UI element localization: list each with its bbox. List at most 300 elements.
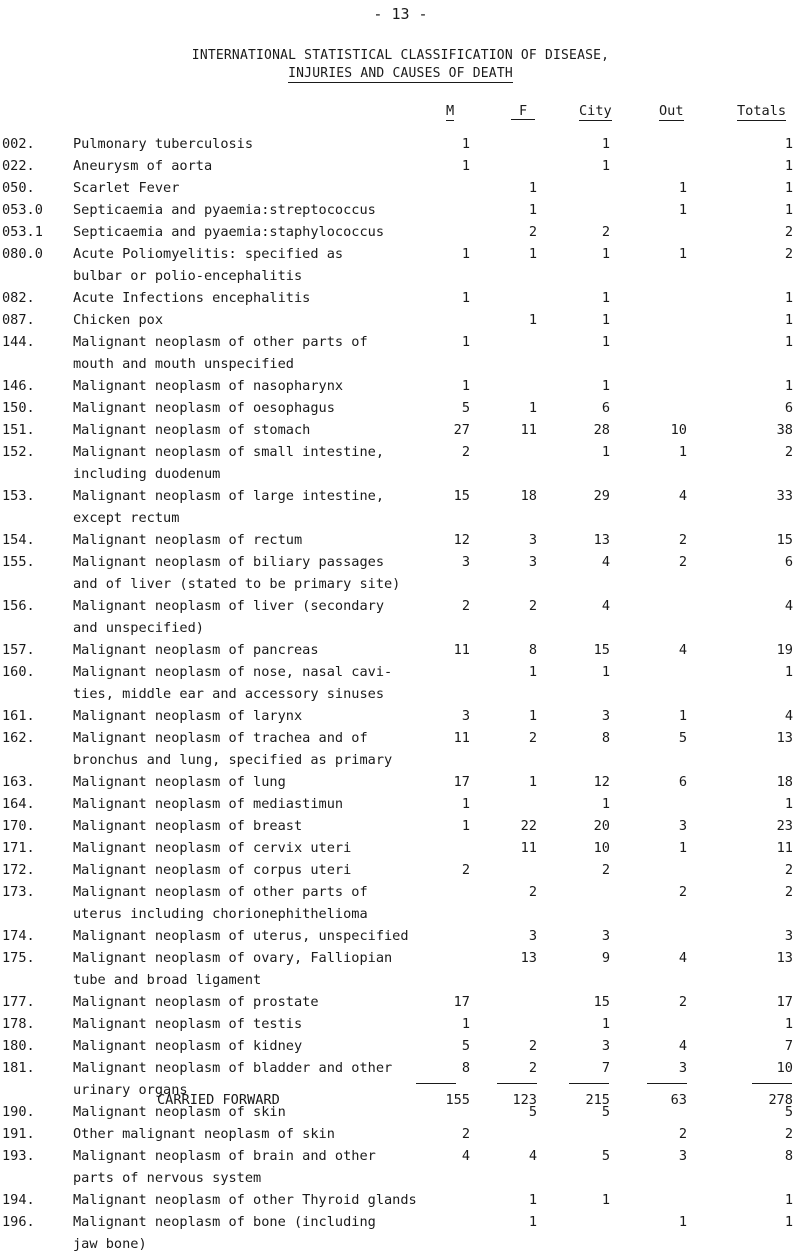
disease-description: Malignant neoplasm of liver (secondary [73, 598, 384, 614]
count-m: 12 [453, 532, 470, 548]
count-city: 1 [601, 1192, 610, 1208]
count-city: 6 [601, 400, 610, 416]
disease-description: Malignant neoplasm of bone (including [73, 1214, 376, 1230]
count-total: 1 [784, 136, 793, 152]
count-city: 1 [601, 378, 610, 394]
count-city: 3 [601, 928, 610, 944]
disease-code: 163. [2, 774, 35, 790]
disease-code: 156. [2, 598, 35, 614]
count-total: 1 [784, 796, 793, 812]
disease-code: 164. [2, 796, 35, 812]
table-row [0, 1211, 801, 1255]
carried-forward-label: CARRIED FORWARD [157, 1092, 280, 1108]
count-total: 1 [784, 334, 793, 350]
document-title: INTERNATIONAL STATISTICAL CLASSIFICATION OF DISEASE, [191, 48, 610, 63]
table-row [0, 177, 801, 199]
disease-description: bronchus and lung, specified as primary [73, 752, 393, 768]
disease-code: 022. [2, 158, 35, 174]
disease-code: 152. [2, 444, 35, 460]
count-m: 1 [461, 1016, 470, 1032]
count-total: 1 [784, 1192, 793, 1208]
count-out: 2 [678, 532, 687, 548]
row-line [0, 485, 801, 507]
column-header-totals-label: Totals [737, 103, 787, 119]
count-f: 1 [528, 774, 537, 790]
row-line [0, 815, 801, 837]
row-line [0, 551, 801, 573]
column-header-f [511, 103, 535, 120]
count-total: 2 [784, 862, 793, 878]
total-rule-m [416, 1083, 456, 1084]
disease-code: 150. [2, 400, 35, 416]
table-row [0, 947, 801, 991]
count-f: 8 [528, 642, 537, 658]
count-m: 3 [461, 554, 470, 570]
disease-code: 181. [2, 1060, 35, 1076]
disease-description: Malignant neoplasm of oesophagus [73, 400, 335, 416]
table-row [0, 529, 801, 551]
disease-description: and of liver (stated to be primary site) [73, 576, 401, 592]
disease-description: Scarlet Fever [73, 180, 180, 196]
table-row [0, 221, 801, 243]
disease-description: Malignant neoplasm of uterus, unspecified [73, 928, 409, 944]
count-f: 3 [528, 554, 537, 570]
count-f: 3 [528, 928, 537, 944]
count-city: 7 [601, 1060, 610, 1076]
row-continuation-line [0, 507, 801, 529]
disease-description: Malignant neoplasm of large intestine, [73, 488, 384, 504]
table-row [0, 155, 801, 177]
count-city: 15 [593, 994, 610, 1010]
disease-code: 153. [2, 488, 35, 504]
row-line [0, 1189, 801, 1211]
disease-code: 144. [2, 334, 35, 350]
row-line [0, 375, 801, 397]
count-out: 4 [678, 1038, 687, 1054]
disease-description: Malignant neoplasm of kidney [73, 1038, 303, 1054]
count-f: 5 [528, 1104, 537, 1120]
count-total: 2 [784, 224, 793, 240]
row-continuation-line [0, 969, 801, 991]
count-total: 13 [776, 730, 793, 746]
disease-code: 161. [2, 708, 35, 724]
count-m: 2 [461, 598, 470, 614]
count-city: 1 [601, 136, 610, 152]
count-m: 11 [453, 642, 470, 658]
carried-forward-m: 155 [445, 1092, 470, 1108]
count-out: 1 [678, 444, 687, 460]
count-m: 1 [461, 290, 470, 306]
count-city: 4 [601, 554, 610, 570]
count-city: 3 [601, 1038, 610, 1054]
disease-description: Aneurysm of aorta [73, 158, 213, 174]
count-total: 17 [776, 994, 793, 1010]
table-row [0, 859, 801, 881]
row-line [0, 837, 801, 859]
count-out: 2 [678, 1126, 687, 1142]
count-city: 2 [601, 224, 610, 240]
count-city: 28 [593, 422, 610, 438]
count-city: 1 [601, 796, 610, 812]
count-city: 3 [601, 708, 610, 724]
count-f: 22 [520, 818, 537, 834]
count-f: 1 [528, 400, 537, 416]
count-city: 1 [601, 334, 610, 350]
carried-forward-row [0, 1089, 801, 1111]
count-out: 1 [678, 180, 687, 196]
disease-description: Malignant neoplasm of biliary passages [73, 554, 384, 570]
count-m: 11 [453, 730, 470, 746]
row-line [0, 661, 801, 683]
count-city: 10 [593, 840, 610, 856]
row-line [0, 881, 801, 903]
count-out: 2 [678, 554, 687, 570]
count-out: 10 [670, 422, 687, 438]
disease-code: 178. [2, 1016, 35, 1032]
count-m: 2 [461, 444, 470, 460]
count-out: 4 [678, 950, 687, 966]
row-line [0, 1123, 801, 1145]
count-total: 19 [776, 642, 793, 658]
column-header-m [446, 103, 454, 121]
row-continuation-line [0, 903, 801, 925]
count-city: 5 [601, 1148, 610, 1164]
count-city: 1 [601, 312, 610, 328]
table-row [0, 441, 801, 485]
column-header-totals [737, 103, 786, 121]
count-f: 2 [528, 1060, 537, 1076]
row-line [0, 947, 801, 969]
disease-code: 190. [2, 1104, 35, 1120]
disease-description: Malignant neoplasm of trachea and of [73, 730, 368, 746]
disease-description: Malignant neoplasm of bladder and other [73, 1060, 393, 1076]
count-total: 7 [784, 1038, 793, 1054]
column-header-out-label: Out [659, 103, 684, 119]
count-f: 1 [528, 1214, 537, 1230]
count-out: 3 [678, 1060, 687, 1076]
count-city: 1 [601, 664, 610, 680]
count-m: 1 [461, 818, 470, 834]
count-f: 3 [528, 532, 537, 548]
disease-description: Malignant neoplasm of nasopharynx [73, 378, 344, 394]
row-line [0, 309, 801, 331]
count-city: 1 [601, 158, 610, 174]
count-out: 3 [678, 1148, 687, 1164]
disease-code: 157. [2, 642, 35, 658]
total-rule-city [569, 1083, 609, 1084]
count-m: 3 [461, 708, 470, 724]
table-row [0, 661, 801, 705]
table-row [0, 793, 801, 815]
disease-description: Septicaemia and pyaemia:streptococcus [73, 202, 376, 218]
count-total: 11 [776, 840, 793, 856]
disease-description: Malignant neoplasm of stomach [73, 422, 311, 438]
count-out: 2 [678, 994, 687, 1010]
table-row [0, 639, 801, 661]
row-line [0, 1013, 801, 1035]
page-number: - 13 - [373, 5, 428, 23]
disease-code: 196. [2, 1214, 35, 1230]
count-f: 13 [520, 950, 537, 966]
count-out: 1 [678, 840, 687, 856]
disease-code: 162. [2, 730, 35, 746]
count-out: 1 [678, 246, 687, 262]
count-total: 3 [784, 928, 793, 944]
count-total: 1 [784, 180, 793, 196]
disease-code: 170. [2, 818, 35, 834]
count-total: 2 [784, 444, 793, 460]
count-f: 1 [528, 312, 537, 328]
count-total: 4 [784, 598, 793, 614]
count-f: 1 [528, 202, 537, 218]
count-m: 1 [461, 796, 470, 812]
count-m: 5 [461, 1038, 470, 1054]
count-f: 4 [528, 1148, 537, 1164]
table-row [0, 1035, 801, 1057]
row-line [0, 287, 801, 309]
disease-code: 193. [2, 1148, 35, 1164]
disease-description: Malignant neoplasm of breast [73, 818, 303, 834]
disease-description: Malignant neoplasm of prostate [73, 994, 319, 1010]
count-out: 5 [678, 730, 687, 746]
count-total: 38 [776, 422, 793, 438]
count-total: 1 [784, 158, 793, 174]
disease-description: Malignant neoplasm of skin [73, 1104, 286, 1120]
carried-forward-out: 63 [670, 1092, 687, 1108]
table-row [0, 1123, 801, 1145]
count-total: 1 [784, 202, 793, 218]
count-total: 6 [784, 400, 793, 416]
count-city: 1 [601, 246, 610, 262]
disease-code: 082. [2, 290, 35, 306]
count-city: 5 [601, 1104, 610, 1120]
disease-description: Malignant neoplasm of nose, nasal cavi- [73, 664, 393, 680]
table-row [0, 595, 801, 639]
count-total: 1 [784, 664, 793, 680]
table-row [0, 705, 801, 727]
table-row [0, 309, 801, 331]
count-f: 18 [520, 488, 537, 504]
disease-description: Malignant neoplasm of other parts of [73, 334, 368, 350]
disease-code: 171. [2, 840, 35, 856]
carried-forward-total: 278 [768, 1092, 793, 1108]
count-city: 8 [601, 730, 610, 746]
row-line [0, 639, 801, 661]
disease-code: 154. [2, 532, 35, 548]
count-m: 1 [461, 158, 470, 174]
count-m: 4 [461, 1148, 470, 1164]
count-m: 1 [461, 136, 470, 152]
table-row [0, 199, 801, 221]
disease-description: Malignant neoplasm of mediastimun [73, 796, 344, 812]
disease-description: Malignant neoplasm of larynx [73, 708, 303, 724]
count-total: 10 [776, 1060, 793, 1076]
disease-description: tube and broad ligament [73, 972, 262, 988]
disease-description: bulbar or polio-encephalitis [73, 268, 303, 284]
row-line [0, 1211, 801, 1233]
count-city: 4 [601, 598, 610, 614]
disease-code: 177. [2, 994, 35, 1010]
disease-description: Malignant neoplasm of testis [73, 1016, 303, 1032]
count-total: 33 [776, 488, 793, 504]
table-row [0, 485, 801, 529]
disease-description: Malignant neoplasm of pancreas [73, 642, 319, 658]
count-total: 4 [784, 708, 793, 724]
disease-code: 146. [2, 378, 35, 394]
row-line [0, 1145, 801, 1167]
document-subtitle [0, 66, 801, 81]
count-total: 18 [776, 774, 793, 790]
disease-description: Malignant neoplasm of other parts of [73, 884, 368, 900]
row-line [0, 1035, 801, 1057]
disease-description: parts of nervous system [73, 1170, 262, 1186]
count-total: 1 [784, 290, 793, 306]
count-m: 5 [461, 400, 470, 416]
row-line [0, 221, 801, 243]
count-out: 6 [678, 774, 687, 790]
row-line [0, 925, 801, 947]
row-continuation-line [0, 683, 801, 705]
row-line [0, 155, 801, 177]
row-line [0, 771, 801, 793]
row-line [0, 793, 801, 815]
disease-description: jaw bone) [73, 1236, 147, 1252]
count-out: 3 [678, 818, 687, 834]
count-total: 13 [776, 950, 793, 966]
total-rule-totals [752, 1083, 792, 1084]
count-city: 15 [593, 642, 610, 658]
carried-forward-f: 123 [512, 1092, 537, 1108]
disease-code: 087. [2, 312, 35, 328]
count-f: 1 [528, 1192, 537, 1208]
row-continuation-line [0, 749, 801, 771]
disease-description: and unspecified) [73, 620, 204, 636]
row-continuation-line [0, 353, 801, 375]
disease-description: Acute Poliomyelitis: specified as [73, 246, 344, 262]
row-continuation-line [0, 265, 801, 287]
count-f: 2 [528, 730, 537, 746]
count-total: 2 [784, 246, 793, 262]
count-f: 1 [528, 180, 537, 196]
count-city: 1 [601, 1016, 610, 1032]
row-line [0, 441, 801, 463]
disease-code: 174. [2, 928, 35, 944]
table-row [0, 331, 801, 375]
count-f: 1 [528, 246, 537, 262]
disease-table-body [0, 133, 801, 1255]
disease-description: urinary organs [73, 1082, 188, 1098]
count-total: 1 [784, 1214, 793, 1230]
table-row [0, 133, 801, 155]
table-row [0, 397, 801, 419]
table-row [0, 243, 801, 287]
count-total: 23 [776, 818, 793, 834]
column-header-city-label: City [579, 103, 612, 119]
count-m: 15 [453, 488, 470, 504]
disease-description: Malignant neoplasm of rectum [73, 532, 303, 548]
disease-code: 053.0 [2, 202, 43, 218]
column-header-city [579, 103, 612, 121]
count-f: 2 [528, 1038, 537, 1054]
count-city: 12 [593, 774, 610, 790]
row-line [0, 243, 801, 265]
disease-code: 175. [2, 950, 35, 966]
row-continuation-line [0, 463, 801, 485]
disease-code: 050. [2, 180, 35, 196]
disease-description: Malignant neoplasm of ovary, Falliopian [73, 950, 393, 966]
disease-code: 002. [2, 136, 35, 152]
disease-description: except rectum [73, 510, 180, 526]
count-f: 2 [528, 884, 537, 900]
count-out: 4 [678, 642, 687, 658]
count-city: 1 [601, 290, 610, 306]
table-row [0, 881, 801, 925]
disease-code: 173. [2, 884, 35, 900]
row-line [0, 859, 801, 881]
table-row [0, 925, 801, 947]
total-rule-f [497, 1083, 537, 1084]
count-m: 8 [461, 1060, 470, 1076]
total-rule-out [647, 1083, 687, 1084]
table-row [0, 727, 801, 771]
row-line [0, 133, 801, 155]
disease-code: 194. [2, 1192, 35, 1208]
row-line [0, 727, 801, 749]
count-f: 1 [528, 664, 537, 680]
count-m: 2 [461, 1126, 470, 1142]
count-f: 11 [520, 840, 537, 856]
disease-description: Malignant neoplasm of brain and other [73, 1148, 376, 1164]
count-out: 1 [678, 708, 687, 724]
table-row [0, 1145, 801, 1189]
row-line [0, 991, 801, 1013]
row-continuation-line [0, 573, 801, 595]
disease-code: 053.1 [2, 224, 43, 240]
count-city: 2 [601, 862, 610, 878]
disease-description: Pulmonary tuberculosis [73, 136, 254, 152]
column-header-f-label: F [511, 104, 535, 120]
row-line [0, 199, 801, 221]
disease-description: mouth and mouth unspecified [73, 356, 294, 372]
row-line [0, 177, 801, 199]
count-m: 27 [453, 422, 470, 438]
count-out: 2 [678, 884, 687, 900]
count-city: 13 [593, 532, 610, 548]
count-total: 1 [784, 378, 793, 394]
table-row [0, 837, 801, 859]
column-header-out [659, 103, 684, 121]
count-city: 20 [593, 818, 610, 834]
disease-description: uterus including chorionephithelioma [73, 906, 368, 922]
row-continuation-line [0, 617, 801, 639]
table-row [0, 991, 801, 1013]
disease-code: 191. [2, 1126, 35, 1142]
disease-code: 160. [2, 664, 35, 680]
count-city: 1 [601, 444, 610, 460]
disease-description: ties, middle ear and accessory sinuses [73, 686, 384, 702]
disease-description: Malignant neoplasm of small intestine, [73, 444, 384, 460]
disease-description: Other malignant neoplasm of skin [73, 1126, 335, 1142]
table-row [0, 419, 801, 441]
count-m: 1 [461, 334, 470, 350]
count-total: 8 [784, 1148, 793, 1164]
disease-code: 172. [2, 862, 35, 878]
row-line [0, 705, 801, 727]
count-out: 4 [678, 488, 687, 504]
disease-code: 151. [2, 422, 35, 438]
disease-description: Malignant neoplasm of corpus uteri [73, 862, 352, 878]
count-f: 2 [528, 224, 537, 240]
